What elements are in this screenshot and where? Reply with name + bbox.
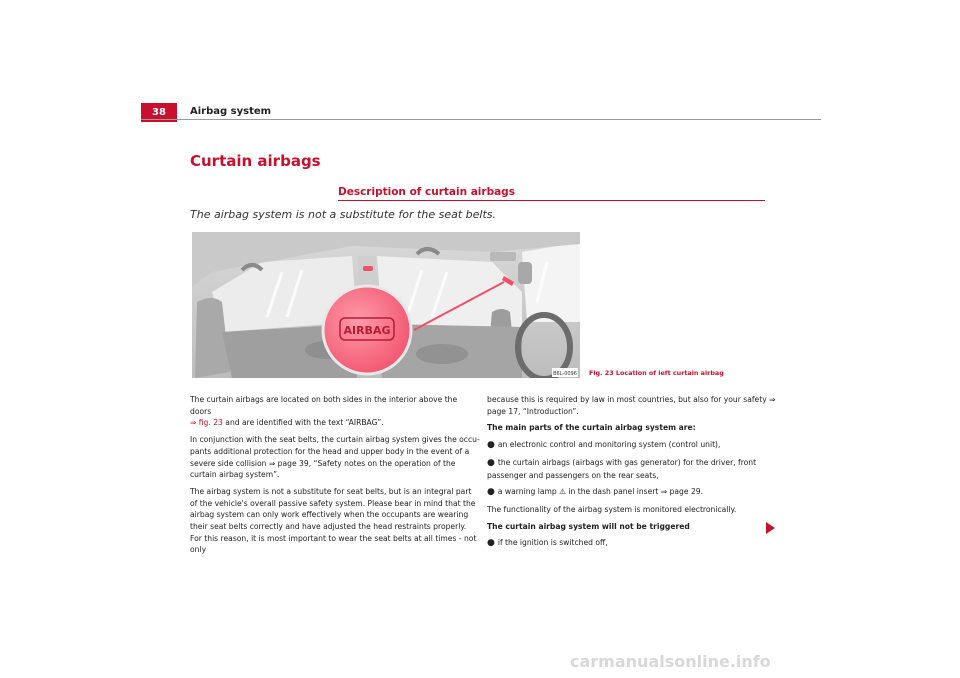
page-number: 38 bbox=[141, 103, 177, 122]
section-title: Curtain airbags bbox=[190, 152, 321, 170]
p1-text: The curtain airbags are located on both sides in the interior above the doors bbox=[190, 395, 458, 416]
airbag-warning-lamp-icon: ⚠ bbox=[559, 487, 566, 497]
fig-reference-link[interactable]: ⇒ fig. 23 bbox=[190, 418, 223, 428]
subsection-title: Description of curtain airbags bbox=[338, 186, 515, 198]
paragraph-passive-safety: The airbag system is not a substitute for seat belts, but is an integral part of the vehicle's overall passive safety system. Please bear in mind that the airbag system can only work effectively when the occupants are wearing their seat belts correctly and have adjusted the head restraints properly. For this reason, it is most important to wear the seat belts at all times - not only bbox=[190, 486, 477, 555]
bullet-dot-icon: ● bbox=[487, 440, 495, 451]
car-interior-illustration bbox=[192, 232, 580, 378]
bullet-dot-icon: ● bbox=[487, 487, 495, 498]
not-triggered-heading: The curtain airbag system will not be triggered bbox=[487, 521, 690, 531]
subsection-rule bbox=[338, 200, 765, 201]
bullet-curtain-airbags: ● the curtain airbags (airbags with gas generator) for the driver, front passenger and passengers on the rear seats, bbox=[487, 457, 757, 480]
left-column bbox=[190, 394, 480, 561]
running-title: Airbag system bbox=[190, 106, 272, 117]
paragraph-protection: In conjunction with the seat belts, the curtain airbag system gives the occu-pants additional protection for the head and upper body in the event of a severe side collision ⇒ page 39, “Safety notes on the operation of the curtain airbag system”. bbox=[190, 435, 480, 480]
figure-caption: Fig. 23 Location of left curtain airbag bbox=[589, 369, 724, 377]
figure-code: B6L-0096 bbox=[553, 371, 577, 377]
bullet-dot-icon: ● bbox=[487, 457, 495, 468]
lead-sentence: The airbag system is not a substitute for the seat belts. bbox=[190, 208, 496, 221]
paragraph-law: because this is required by law in most countries, but also for your safety ⇒ page 17, “Introduction”. bbox=[487, 395, 776, 416]
header-rule bbox=[141, 119, 821, 120]
continue-arrow-icon bbox=[766, 522, 775, 534]
airbag-label: AIRBAG bbox=[343, 324, 391, 337]
bullet-dot-icon: ● bbox=[487, 538, 495, 549]
paragraph-monitoring: The functionality of the airbag system is monitored electronically. bbox=[487, 504, 737, 514]
figure-curtain-airbag bbox=[192, 232, 580, 378]
watermark: carmanualsonline.info bbox=[570, 652, 771, 671]
parts-heading: The main parts of the curtain airbag system are: bbox=[487, 423, 696, 433]
bullet-warning-lamp: ● a warning lamp ⚠ in the dash panel insert ⇒ page 29. bbox=[487, 487, 704, 498]
paragraph-location bbox=[190, 394, 480, 429]
bullet-control-unit: ● an electronic control and monitoring system (control unit), bbox=[487, 440, 721, 451]
p1-text-end: and are identified with the text “AIRBAG”. bbox=[222, 418, 384, 428]
bullet-ignition-off: ● if the ignition is switched off, bbox=[487, 538, 608, 549]
right-column bbox=[487, 394, 777, 555]
